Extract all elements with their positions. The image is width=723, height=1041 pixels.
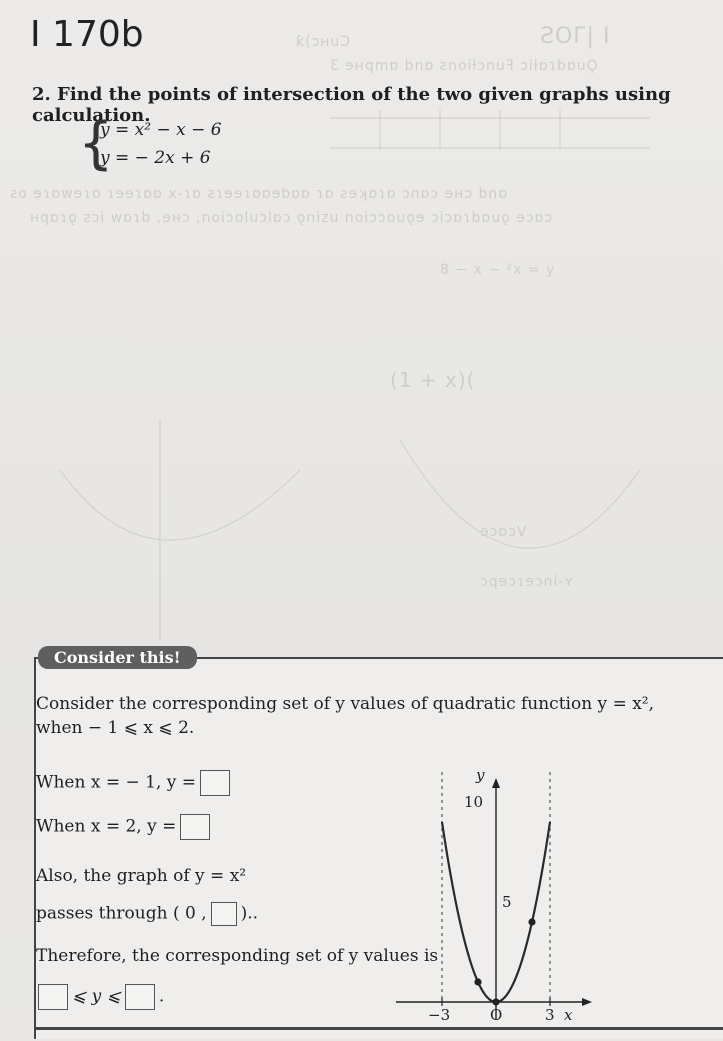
origin-label: O bbox=[490, 1006, 503, 1022]
bleed-through-text: ƙ(ɔʜuϽ bbox=[296, 34, 352, 50]
highlight-point-2 bbox=[528, 918, 535, 925]
x-axis-label: x bbox=[564, 1006, 573, 1022]
also-line: Also, the graph of y = x² bbox=[36, 866, 247, 886]
equation-1: y = x² − x − 6 bbox=[100, 120, 222, 140]
passes-through-suffix: ).. bbox=[240, 903, 259, 924]
y-axis-label: y bbox=[476, 770, 485, 784]
box-bottom-rule bbox=[34, 1027, 723, 1030]
passes-through-text: passes through ( 0 , bbox=[36, 903, 207, 924]
when-x-neg1-row bbox=[36, 770, 234, 796]
bleed-through-text: ƨo ɘɿɒwɘɿɒ ɿɘɘɿɒɒ x-ɿɒ ƨɿɘɘɿɒɒɘbɒɒ ɿɒ ƨɘʞɒɿɒ ɔnɒɔ ɘʜɔ bnɒ bbox=[10, 186, 509, 202]
equation-system bbox=[78, 111, 222, 176]
therefore-line: Therefore, the corresponding set of y values is bbox=[36, 946, 439, 966]
tick-label-x-neg3: −3 bbox=[428, 1006, 451, 1022]
tick-label-x-3: 3 bbox=[545, 1006, 555, 1022]
y-axis-arrow bbox=[492, 778, 500, 788]
bleed-through-text: ɘɔɒɔV bbox=[480, 524, 528, 540]
answer-blank-vertex-y[interactable] bbox=[211, 902, 237, 926]
consider-intro-line2: when − 1 ⩽ x ⩽ 2. bbox=[36, 718, 195, 738]
passes-through-row bbox=[36, 902, 258, 926]
parabola-graph bbox=[396, 770, 596, 1022]
bleed-through-text: ʜqɒɿǫ ƨɔi wɒɿb ,ɘʜɔ ,noiɔɒluɔlɒɔ ǫnizu noiɔɔɒuǫɘ ɔiɔɒɿbɒuǫ ɘɔɒɔ bbox=[30, 210, 554, 226]
bleed-through-text: 8 − x − ²x = y bbox=[440, 262, 556, 278]
system-brace: { bbox=[78, 111, 114, 176]
answer-blank-y-at-2[interactable] bbox=[180, 814, 210, 840]
highlight-point-0 bbox=[474, 978, 481, 985]
consider-tab: Consider this! bbox=[38, 646, 197, 669]
when-x-neg1-text: When x = − 1, y = bbox=[36, 772, 196, 793]
page-code: I 170b bbox=[30, 14, 144, 55]
problem-statement: 2. Find the points of intersection of the two given graphs using calculation. bbox=[32, 84, 671, 126]
range-inequality-end: . bbox=[158, 986, 165, 1007]
bleed-through-text: ɔqɘɔɿɘɔni-ʏ bbox=[480, 574, 574, 590]
answer-blank-y-at-neg1[interactable] bbox=[200, 770, 230, 796]
range-inequality-row bbox=[34, 984, 164, 1010]
x-axis-arrow bbox=[582, 998, 592, 1006]
equation-2: y = − 2x + 6 bbox=[100, 148, 211, 168]
tick-label-y-5: 5 bbox=[502, 893, 512, 911]
consider-intro-line1: Consider the corresponding set of y values of quadratic function y = x², bbox=[36, 694, 655, 714]
when-x-2-text: When x = 2, y = bbox=[36, 816, 177, 837]
consider-box bbox=[34, 657, 723, 1039]
tick-label-y-10: 10 bbox=[464, 793, 484, 811]
range-inequality-middle: ⩽ y ⩽ bbox=[72, 986, 121, 1007]
bleed-through-text: Ɛ ɘʜqmɒ bnɒ ƨnoiƚɔnuꟻ ɔiƚɒɿbɒuϘ bbox=[330, 58, 599, 74]
highlight-point-1 bbox=[492, 998, 499, 1005]
answer-blank-range-max[interactable] bbox=[125, 984, 155, 1010]
when-x-2-row bbox=[36, 814, 214, 840]
answer-blank-range-min[interactable] bbox=[38, 984, 68, 1010]
bleed-through-text: (1 + x)( bbox=[390, 368, 476, 392]
bleed-through-text: ƧOΓ| I bbox=[540, 24, 611, 49]
